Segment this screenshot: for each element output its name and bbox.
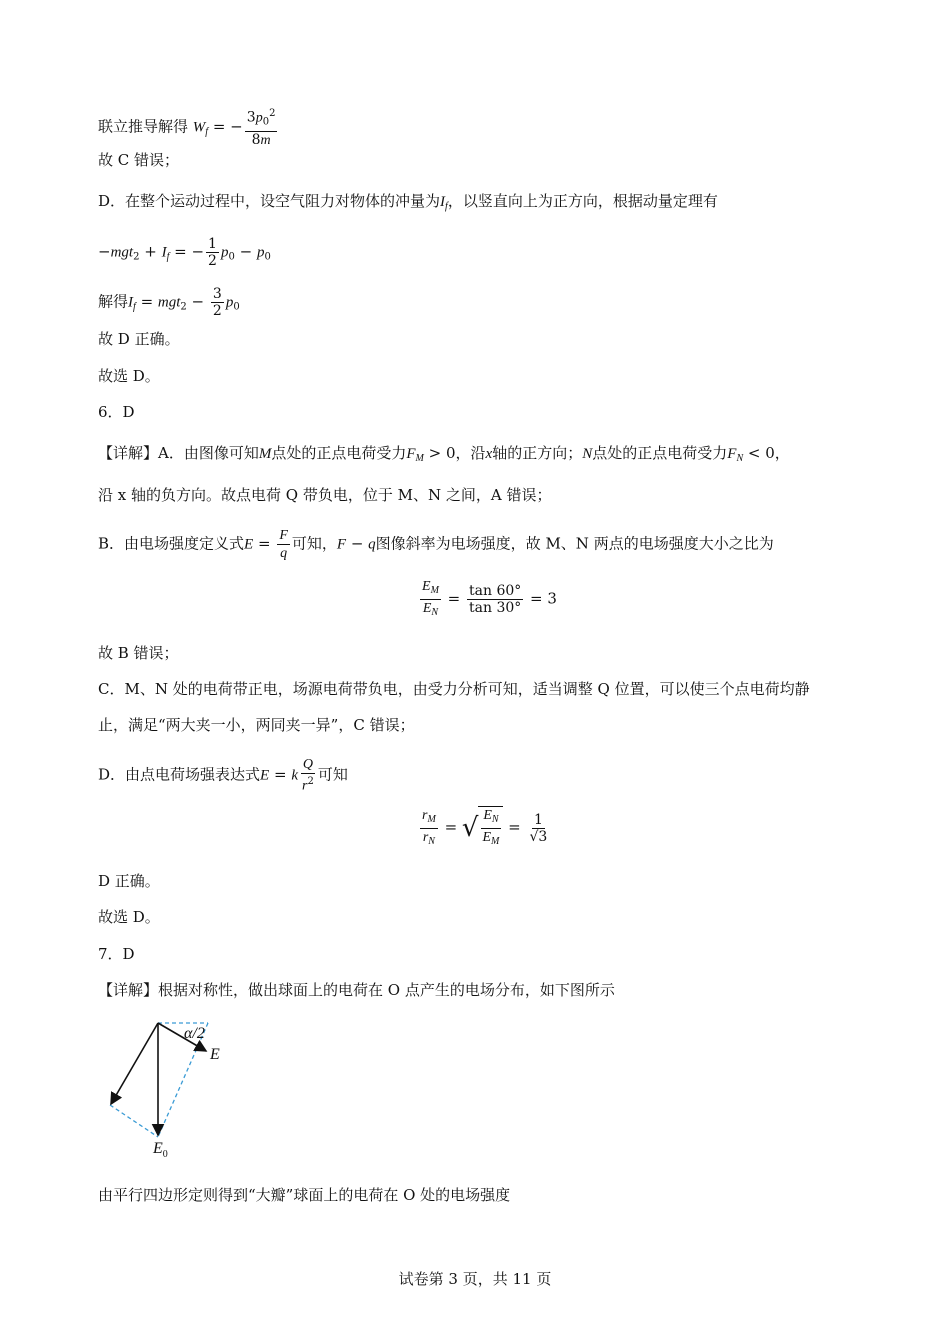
text-line: 故 B 错误；	[98, 644, 179, 662]
text-line: 故 C 错误；	[98, 151, 180, 169]
text-line: D．在整个运动过程中，设空气阻力对物体的冲量为$I_f$，以竖直向上为正方向，根据动量定理有	[98, 192, 718, 212]
text-line: 止，满足“两大夹一小，两同夹一异”，C 错误；	[98, 716, 415, 734]
text: 可知，	[291, 534, 337, 553]
text: 联立推导解得	[98, 117, 189, 136]
formula: $-mgt_2 + I_f$ = − $\frac{1}{2}$ $p_0 - p_0$	[98, 236, 271, 269]
e-label: E	[210, 1046, 220, 1063]
text: ，沿	[455, 444, 486, 462]
text: D．由点电荷场强表达式	[98, 765, 261, 784]
text: 【详解】A．由图像可知	[98, 444, 259, 462]
angle-label: α/2	[184, 1025, 205, 1042]
text-line: 【详解】根据对称性，做出球面上的电荷在 O 点产生的电场分布，如下图所示	[98, 981, 615, 999]
formula-ratio: $\frac{E_M}{E_N}$ = $\frac{\tan 60^\circ}{\tan 30^\circ}$ = 3	[422, 579, 557, 618]
text: 点处的正点电荷受力	[271, 444, 407, 462]
text-line: 联立推导解得 $W_f$ = − $\frac{3p_0^2}{8m}$	[98, 108, 276, 148]
e0-label: $E_0$	[153, 1140, 168, 1160]
text: ，以竖直向上为正方向，根据动量定理有	[447, 192, 718, 210]
text: B．由电场强度定义式	[98, 534, 245, 553]
dashed-left	[110, 1105, 158, 1137]
text-line: 由平行四边形定则得到“大瓣”球面上的电荷在 O 处的电场强度	[98, 1186, 511, 1204]
text-line: C．M、N 处的电荷带正电，场源电荷带负电，由受力分析可知，适当调整 Q 位置，可以使三个点电荷均静	[98, 680, 810, 698]
field-vector-diagram	[100, 1015, 240, 1165]
text: 解得	[98, 292, 129, 311]
formula: 解得$I_f = mgt_2$ − $\frac{3}{2}$ $p_0$	[98, 286, 240, 319]
page-footer: 试卷第 3 页，共 11 页	[398, 1270, 552, 1288]
text: 点处的正点电荷受力	[592, 444, 728, 462]
text-line: 故 D 正确。	[98, 330, 180, 348]
text: 可知	[317, 765, 348, 784]
text-line: 【详解】A．由图像可知M点处的正点电荷受力$F_M > 0$，沿x轴的正方向；N点处的正点电荷受力$F_N < 0$，	[98, 444, 790, 464]
formula-radius: $\frac{r_M}{r_N}$ = √ $\frac{E_N}{E_M}$ = $\frac{1}{√3}$	[418, 806, 551, 850]
question-number: 7．D	[98, 945, 135, 963]
text-line: 故选 D。	[98, 908, 160, 926]
text-line: B．由电场强度定义式E = $\frac{F}{q}$ 可知，F − q图像斜率为电场强度，故 M、N 两点的电场强度大小之比为	[98, 528, 774, 561]
vector-e-left	[111, 1023, 158, 1104]
text: 轴的正方向；	[492, 444, 583, 462]
question-number: 6．D	[98, 403, 135, 421]
text-line: 沿 x 轴的负方向。故点电荷 Q 带负电，位于 M、N 之间，A 错误；	[98, 486, 552, 504]
text-line: D．由点电荷场强表达式E = k $\frac{Q}{r^2}$ 可知	[98, 757, 348, 794]
text: 图像斜率为电场强度，故 M、N 两点的电场强度大小之比为	[375, 534, 774, 553]
text-line: D 正确。	[98, 872, 160, 890]
text-line: 故选 D。	[98, 367, 160, 385]
text: D．在整个运动过程中，设空气阻力对物体的冲量为	[98, 192, 441, 210]
